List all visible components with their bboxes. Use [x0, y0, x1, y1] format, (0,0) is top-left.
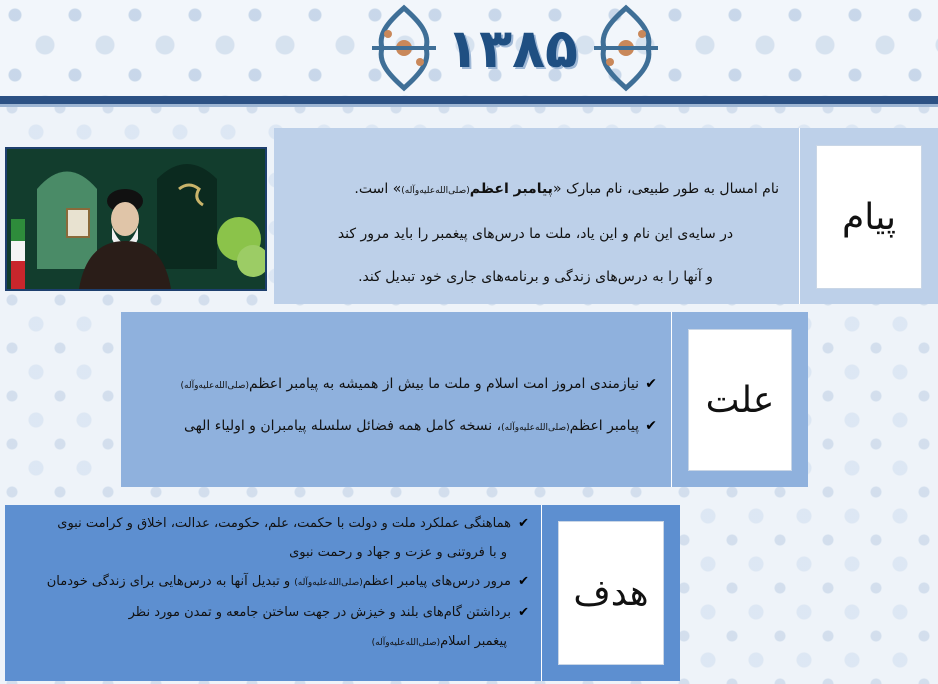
message-line-1 [292, 168, 779, 213]
reason-item-2 [135, 406, 657, 448]
check-icon: ✔ [518, 574, 529, 589]
goal-item-1-line-2: و با فروتنی و عزت و جهاد و رحمت نبوی [289, 545, 507, 560]
goal-label-panel [542, 505, 680, 681]
year-title: ۱۳۸۵ [446, 17, 578, 80]
message-line-2: در سایه‌ی این نام و این یاد، ملت ما درس‌های پیغمبر را باید مرور کند [337, 226, 734, 242]
reason-item-2-sub: (صلی‌الله‌علیه‌وآله) [501, 423, 570, 433]
check-icon: ✔ [645, 376, 657, 392]
check-icon: ✔ [518, 516, 529, 531]
reason-item-2-main: پیامبر اعظم [569, 418, 639, 434]
goal-label: هدف [558, 521, 664, 665]
goal-item-1-line-1: هماهنگی عملکرد ملت و دولت با حکمت، علم، حکومت، عدالت، اخلاق و کرامت نبوی [57, 516, 511, 531]
header-divider-light [0, 104, 938, 107]
check-icon: ✔ [645, 418, 657, 434]
message-label: پیام [816, 145, 922, 289]
reason-item-1 [135, 364, 657, 406]
reason-label-panel [672, 312, 808, 487]
goal-item-2-rest: و تبدیل آنها به درس‌هایی برای زندگی خودمان [46, 574, 295, 589]
goal-item-1 [15, 509, 529, 538]
leader-photo [5, 147, 267, 291]
goal-text-panel [5, 505, 542, 681]
leader-photo-image [7, 149, 265, 289]
message-line-3: و آنها را به درس‌های زندگی و برنامه‌های جاری خود تبدیل کند. [358, 269, 713, 285]
goal-item-3-line-2-sub: (صلی‌الله‌علیه‌وآله) [371, 638, 441, 648]
reason-item-1-sub: (صلی‌الله‌علیه‌وآله) [180, 381, 249, 391]
ornament-right-icon [590, 4, 662, 92]
reason-text-panel [121, 312, 672, 487]
message-line-1-bold: پیامبر اعظم [469, 181, 553, 197]
goal-item-3-line-1: برداشتن گام‌های بلند و خیزش در جهت ساختن جامعه و تمدن مورد نظر [128, 605, 511, 620]
goal-item-2-main: مرور درس‌های پیامبر اعظم [362, 574, 511, 589]
check-icon: ✔ [518, 605, 529, 620]
message-text-panel [274, 128, 800, 304]
message-label-panel [800, 128, 938, 304]
message-line-1-sub: (صلی‌الله‌علیه‌وآله) [401, 186, 470, 196]
goal-item-3-line-2-main: پیغمبر اسلام [440, 634, 507, 649]
ornament-left-icon [368, 4, 440, 92]
reason-label: علت [688, 329, 792, 471]
goal-item-3-line-2 [15, 627, 529, 658]
goal-item-3 [15, 598, 529, 627]
message-line-1-before: نام امسال به طور طبیعی، نام مبارک « [552, 181, 779, 197]
goal-item-2-sub: (صلی‌الله‌علیه‌وآله) [294, 578, 363, 588]
goal-item-2 [15, 567, 529, 598]
reason-item-1-main: نیازمندی امروز امت اسلام و ملت ما بیش از همیشه به پیامبر اعظم [249, 376, 639, 392]
header-divider [0, 96, 938, 104]
message-line-1-after: » است. [354, 181, 402, 197]
reason-item-2-rest: ، نسخه کامل همه فضائل سلسله پیامبران و اولیاء الهی [184, 418, 502, 434]
